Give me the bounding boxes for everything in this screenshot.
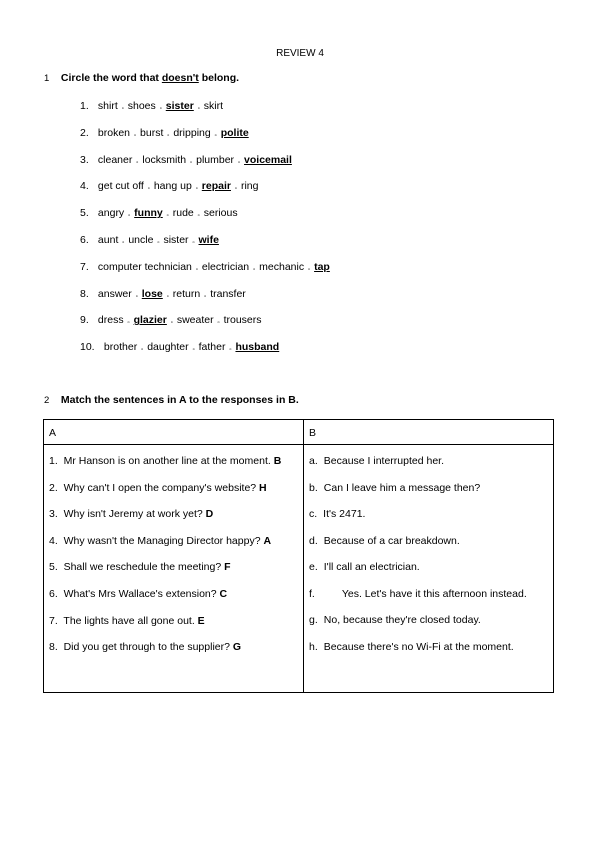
- word-list: [80, 99, 330, 367]
- list-item: [80, 287, 330, 314]
- response-item: [309, 587, 549, 601]
- sentence-text: 2. Why can't I open the company's website?: [49, 481, 257, 494]
- table-body-row: [44, 445, 554, 693]
- page-title: REVIEW 4: [276, 48, 324, 59]
- answer-word: tap: [314, 260, 330, 273]
- table-header-row: [44, 420, 554, 445]
- separator-icon: ▫: [237, 159, 241, 166]
- section-2-instruction: Match the sentences in A to the responses in B.: [60, 394, 299, 406]
- word: locksmith: [142, 153, 187, 166]
- answer-letter: H: [259, 481, 267, 494]
- word: hang up: [153, 180, 192, 193]
- word: get cut off: [97, 180, 144, 193]
- item-number: 5.: [80, 207, 89, 220]
- item-number: 1.: [80, 100, 89, 112]
- answer-word: funny: [134, 207, 163, 220]
- answer-letter: A: [263, 534, 272, 547]
- sentence-text: 8. Did you get through to the supplier?: [49, 641, 230, 654]
- response-text: I'll call an electrician.: [323, 561, 420, 573]
- word: computer technician: [97, 260, 192, 273]
- word: burst: [140, 126, 164, 139]
- word: electrician: [201, 260, 250, 273]
- answer-word: husband: [235, 341, 280, 354]
- item-number: 10.: [80, 341, 95, 354]
- sentence-item: [49, 534, 299, 548]
- separator-icon: ▫: [167, 132, 170, 139]
- separator-icon: ▫: [229, 347, 232, 354]
- word: sweater: [176, 314, 214, 327]
- response-item: [309, 560, 549, 574]
- sentence-text: 6. What's Mrs Wallace's extension?: [49, 587, 217, 600]
- separator-icon: ▫: [190, 159, 193, 166]
- sentence-item: [49, 454, 299, 468]
- list-item: [80, 179, 330, 206]
- response-label: b.: [309, 481, 318, 494]
- instruction-after: belong.: [201, 72, 240, 84]
- word: plumber: [196, 153, 235, 166]
- response-item: [309, 640, 549, 654]
- response-item: [309, 613, 549, 627]
- matching-table: [43, 419, 554, 693]
- answer-word: polite: [220, 126, 249, 139]
- word: brother: [103, 341, 138, 354]
- sentence-item: [49, 614, 299, 628]
- answer-word: wife: [198, 233, 219, 246]
- separator-icon: ▫: [195, 186, 198, 193]
- separator-icon: ▫: [308, 266, 311, 273]
- separator-icon: ▫: [197, 213, 200, 220]
- column-b-header: B: [304, 420, 554, 445]
- list-item: [80, 260, 330, 287]
- item-number: 7.: [80, 260, 89, 273]
- section-1-heading: [44, 72, 239, 84]
- separator-icon: ▫: [192, 347, 195, 354]
- word: rude: [172, 207, 194, 220]
- section-number: 1: [44, 73, 50, 84]
- word: trousers: [223, 314, 262, 327]
- response-label: h.: [309, 640, 318, 653]
- word: serious: [203, 207, 238, 220]
- response-text: Because I interrupted her.: [323, 455, 445, 467]
- word: transfer: [210, 287, 246, 300]
- list-item: [80, 126, 330, 153]
- column-a-header: A: [44, 420, 304, 445]
- sentence-text: 5. Shall we reschedule the meeting?: [49, 561, 222, 574]
- word: broken: [97, 126, 131, 139]
- column-b-list: [304, 445, 553, 654]
- separator-icon: ▫: [195, 266, 198, 273]
- instruction-before: Circle the word that: [60, 72, 159, 84]
- response-label: a.: [309, 455, 318, 467]
- answer-letter: G: [232, 641, 242, 654]
- word: mechanic: [259, 260, 305, 273]
- section-2-heading: [44, 394, 299, 406]
- word: uncle: [128, 233, 154, 246]
- separator-icon: ▫: [192, 239, 195, 246]
- response-text: Because there's no Wi-Fi at the moment.: [323, 640, 514, 653]
- answer-letter: C: [219, 587, 228, 600]
- sentence-item: [49, 481, 299, 495]
- word: skirt: [203, 100, 224, 112]
- answer-word: glazier: [133, 314, 167, 327]
- separator-icon: ▫: [122, 239, 125, 246]
- list-item: [80, 99, 330, 126]
- sentence-item: [49, 507, 299, 521]
- word: angry: [97, 207, 125, 220]
- response-text: No, because they're closed today.: [323, 614, 481, 626]
- item-number: 2.: [80, 126, 89, 139]
- word: daughter: [147, 341, 189, 354]
- sentence-text: 1. Mr Hanson is on another line at the moment.: [49, 455, 271, 467]
- word: father: [198, 341, 226, 354]
- response-label: c.: [309, 508, 318, 520]
- answer-letter: B: [273, 455, 282, 467]
- separator-icon: ▫: [135, 293, 138, 300]
- sentence-text: 3. Why isn't Jeremy at work yet?: [49, 508, 203, 521]
- item-number: 6.: [80, 233, 89, 246]
- response-text: Yes. Let's have it this afternoon instead.: [341, 587, 527, 600]
- answer-letter: D: [205, 508, 214, 521]
- separator-icon: ▫: [204, 293, 207, 300]
- sentence-text: 7. The lights have all gone out.: [49, 614, 195, 627]
- separator-icon: ▫: [147, 186, 150, 193]
- separator-icon: ▫: [166, 213, 169, 220]
- separator-icon: ▫: [159, 106, 162, 112]
- answer-word: lose: [141, 287, 163, 300]
- word: sister: [163, 233, 189, 246]
- separator-icon: ▫: [170, 320, 173, 327]
- separator-icon: ▫: [166, 293, 169, 300]
- separator-icon: ▫: [127, 320, 130, 327]
- separator-icon: ▫: [214, 132, 217, 139]
- word: ring: [240, 180, 259, 193]
- response-item: [309, 481, 549, 495]
- response-label: e.: [309, 561, 318, 573]
- response-label: g.: [309, 614, 318, 626]
- list-item: [80, 313, 330, 340]
- word: shoes: [127, 100, 156, 112]
- separator-icon: ▫: [197, 106, 200, 112]
- response-label: f.: [309, 587, 315, 600]
- list-item: [80, 340, 330, 367]
- separator-icon: ▫: [217, 320, 220, 327]
- word: cleaner: [97, 153, 133, 166]
- answer-letter: E: [197, 614, 205, 627]
- sentence-item: [49, 640, 299, 654]
- separator-icon: ▫: [234, 186, 238, 193]
- list-item: [80, 153, 330, 180]
- word: return: [172, 287, 201, 300]
- list-item: [80, 233, 330, 260]
- word: dress: [97, 314, 124, 327]
- column-a-cell: [44, 445, 304, 693]
- separator-icon: ▫: [136, 159, 139, 166]
- separator-icon: ▫: [121, 106, 124, 112]
- response-item: [309, 454, 549, 468]
- item-number: 4.: [80, 180, 89, 193]
- sentence-text: 4. Why wasn't the Managing Director happy?: [49, 534, 261, 547]
- section-number: 2: [44, 395, 50, 406]
- answer-word: sister: [165, 100, 194, 112]
- answer-word: voicemail: [244, 153, 292, 166]
- separator-icon: ▫: [141, 347, 144, 354]
- response-text: Because of a car breakdown.: [323, 534, 460, 547]
- item-number: 8.: [80, 287, 89, 300]
- answer-word: repair: [201, 180, 231, 193]
- instruction-keyword: doesn't: [161, 72, 199, 84]
- column-b-cell: [304, 445, 554, 693]
- sentence-item: [49, 560, 299, 574]
- list-item: [80, 206, 330, 233]
- sentence-item: [49, 587, 299, 601]
- response-label: d.: [309, 534, 318, 547]
- word: answer: [97, 287, 132, 300]
- separator-icon: ▫: [253, 266, 256, 273]
- word: shirt: [97, 100, 118, 112]
- answer-letter: F: [224, 561, 231, 574]
- item-number: 9.: [80, 314, 89, 327]
- word: dripping: [173, 126, 211, 139]
- response-item: [309, 507, 549, 521]
- column-a-list: [44, 445, 303, 654]
- separator-icon: ▫: [157, 239, 160, 246]
- response-item: [309, 534, 549, 548]
- item-number: 3.: [80, 153, 89, 166]
- word: aunt: [97, 233, 119, 246]
- separator-icon: ▫: [133, 132, 137, 139]
- separator-icon: ▫: [128, 213, 131, 220]
- response-text: Can I leave him a message then?: [323, 481, 481, 494]
- response-text: It's 2471.: [323, 508, 366, 520]
